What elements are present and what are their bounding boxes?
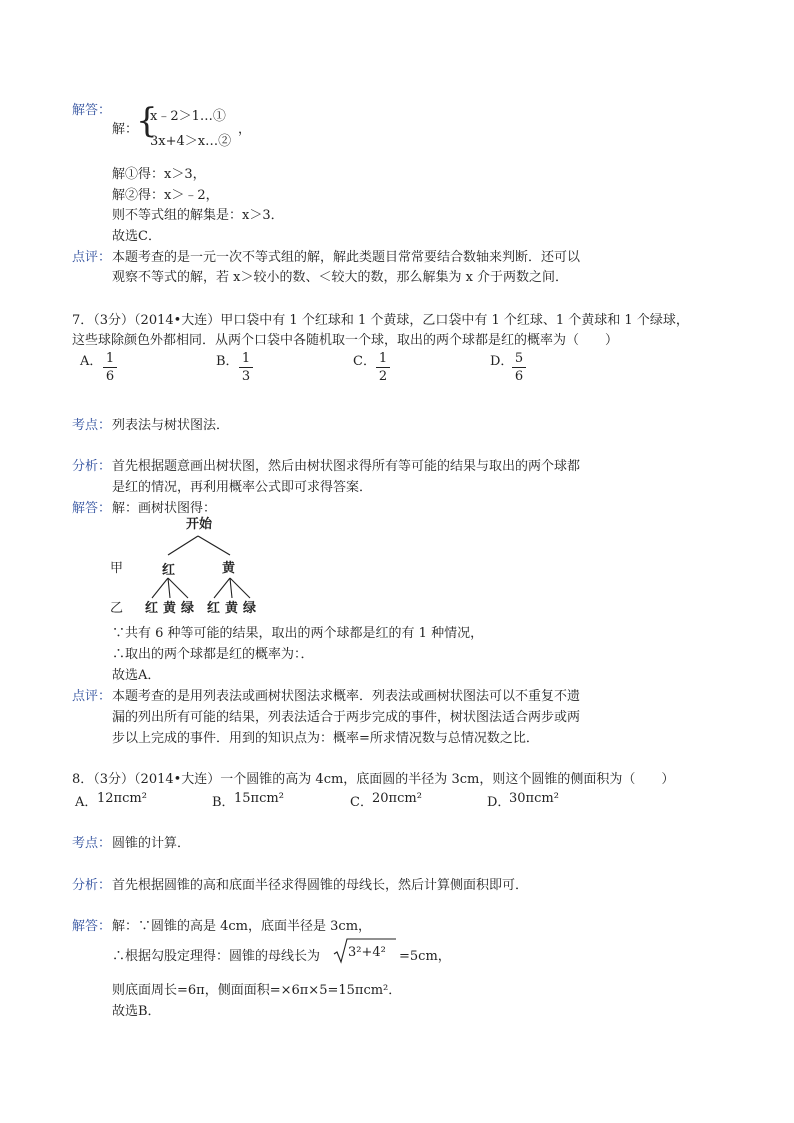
tree-level1-red: 红 <box>162 563 176 578</box>
question-8-stem: 8．（3分）（2014•大连）一个圆锥的高为 4cm，底面圆的半径为 3cm，则这个圆锥的侧面积为（ ） <box>72 772 675 787</box>
key-point-label: 考点： <box>72 836 112 851</box>
analysis-label: 分析： <box>72 878 112 893</box>
option-c-fraction: 1 2 <box>376 351 390 384</box>
option-c-letter: C． <box>353 354 376 369</box>
system-brace: { <box>136 101 158 141</box>
tree-level1-yellow: 黄 <box>222 561 236 576</box>
tree-left-red: 红 <box>145 601 159 616</box>
analysis-line-1: 首先根据题意画出树状图，然后由树状图求得所有等可能的结果与取出的两个球都 <box>112 459 581 474</box>
answer-line-2: ∴取出的两个球都是红的概率为：． <box>112 647 314 662</box>
tree-right-green: 绿 <box>243 601 257 616</box>
question-7-stem-line-1: 7．（3分）（2014•大连）甲口袋中有 1 个红球和 1 个黄球，乙口袋中有 1 个红球、1 个黄球和 1 个绿球， <box>72 313 689 328</box>
solution-step-3: 则不等式组的解集是：x＞3． <box>112 208 284 223</box>
answer-choice: 故选C． <box>112 229 161 244</box>
option-d-text: 30πcm² <box>509 791 559 806</box>
solution-step-1: 解①得：x＞3， <box>112 167 206 182</box>
inequality-1: x﹣2＞1…① <box>150 109 226 124</box>
comment-label: 点评： <box>72 250 112 265</box>
question-7-stem-line-2: 这些球除颜色外都相同．从两个口袋中各随机取一个球，取出的两个球都是红的概率为（ ） <box>72 333 619 348</box>
option-d-letter: D． <box>490 354 514 369</box>
answer-line-2-prefix: ∴根据勾股定理得：圆锥的母线长为 <box>112 949 321 964</box>
probability-tree-diagram <box>100 512 280 620</box>
option-c-letter: C． <box>350 795 373 810</box>
tree-label-bag-a: 甲 <box>110 561 124 576</box>
tree-left-yellow: 黄 <box>163 601 177 616</box>
answer-label: 解答： <box>72 919 112 934</box>
answer-line-2-suffix: =5cm， <box>399 949 451 964</box>
option-a-letter: A． <box>80 354 103 369</box>
tree-right-red: 红 <box>207 601 221 616</box>
option-a-text: 12πcm² <box>97 791 147 806</box>
tree-root: 开始 <box>186 517 213 532</box>
option-a-fraction: 1 6 <box>103 351 117 384</box>
tree-left-green: 绿 <box>181 601 195 616</box>
comment-line-2: 观察不等式的解，若 x＞较小的数、＜较大的数，那么解集为 x 介于两数之间． <box>112 270 569 285</box>
analysis-label: 分析： <box>72 459 112 474</box>
option-d-letter: D． <box>487 795 511 810</box>
solution-step-2: 解②得：x＞﹣2， <box>112 188 219 203</box>
answer-choice: 故选A． <box>112 668 161 683</box>
answer-intro: 解：画树状图得： <box>112 501 217 516</box>
square-root-content: 3²+4² <box>348 945 386 960</box>
tree-label-bag-b: 乙 <box>110 601 124 616</box>
answer-label: 解答： <box>72 501 112 516</box>
comment-line-2: 漏的列出所有可能的结果，列表法适合于两步完成的事件，树状图法适合两步或两 <box>112 710 581 725</box>
comment-line-3: 步以上完成的事件．用到的知识点为：概率=所求情况数与总情况数之比． <box>112 731 539 746</box>
key-point-label: 考点： <box>72 418 112 433</box>
analysis-line-2: 是红的情况，再利用概率公式即可求得答案． <box>112 480 373 495</box>
option-d-fraction: 5 6 <box>512 351 526 384</box>
comment-line-1: 本题考查的是一元一次不等式组的解，解此类题目常常要结合数轴来判断．还可以 <box>112 250 581 265</box>
option-b-letter: B． <box>212 795 235 810</box>
option-b-text: 15πcm² <box>234 791 284 806</box>
comment-label: 点评： <box>72 689 112 704</box>
option-c-text: 20πcm² <box>372 791 422 806</box>
answer-line-3: 则底面周长=6π，侧面面积=×6π×5=15πcm²． <box>112 983 402 998</box>
option-b-fraction: 1 3 <box>239 351 253 384</box>
key-point-text: 列表法与树状图法． <box>112 418 230 433</box>
analysis-text: 首先根据圆锥的高和底面半径求得圆锥的母线长，然后计算侧面积即可． <box>112 878 529 893</box>
key-point-text: 圆锥的计算． <box>112 836 191 851</box>
tree-right-yellow: 黄 <box>225 601 239 616</box>
comment-line-1: 本题考查的是用列表法或画树状图法求概率．列表法或画树状图法可以不重复不遗 <box>112 689 581 704</box>
option-a-letter: A． <box>75 795 98 810</box>
solution-prefix: 解： <box>112 122 139 137</box>
answer-choice: 故选B． <box>112 1004 161 1019</box>
option-b-letter: B． <box>216 354 239 369</box>
system-comma: ， <box>238 122 252 137</box>
inequality-2: 3x+4＞x…② <box>150 134 232 149</box>
answer-label: 解答： <box>72 103 112 118</box>
answer-line-1: ∵共有 6 种等可能的结果，取出的两个球都是红的有 1 种情况， <box>112 626 484 641</box>
answer-line-1: 解：∵圆锥的高是 4cm，底面半径是 3cm， <box>112 919 372 934</box>
